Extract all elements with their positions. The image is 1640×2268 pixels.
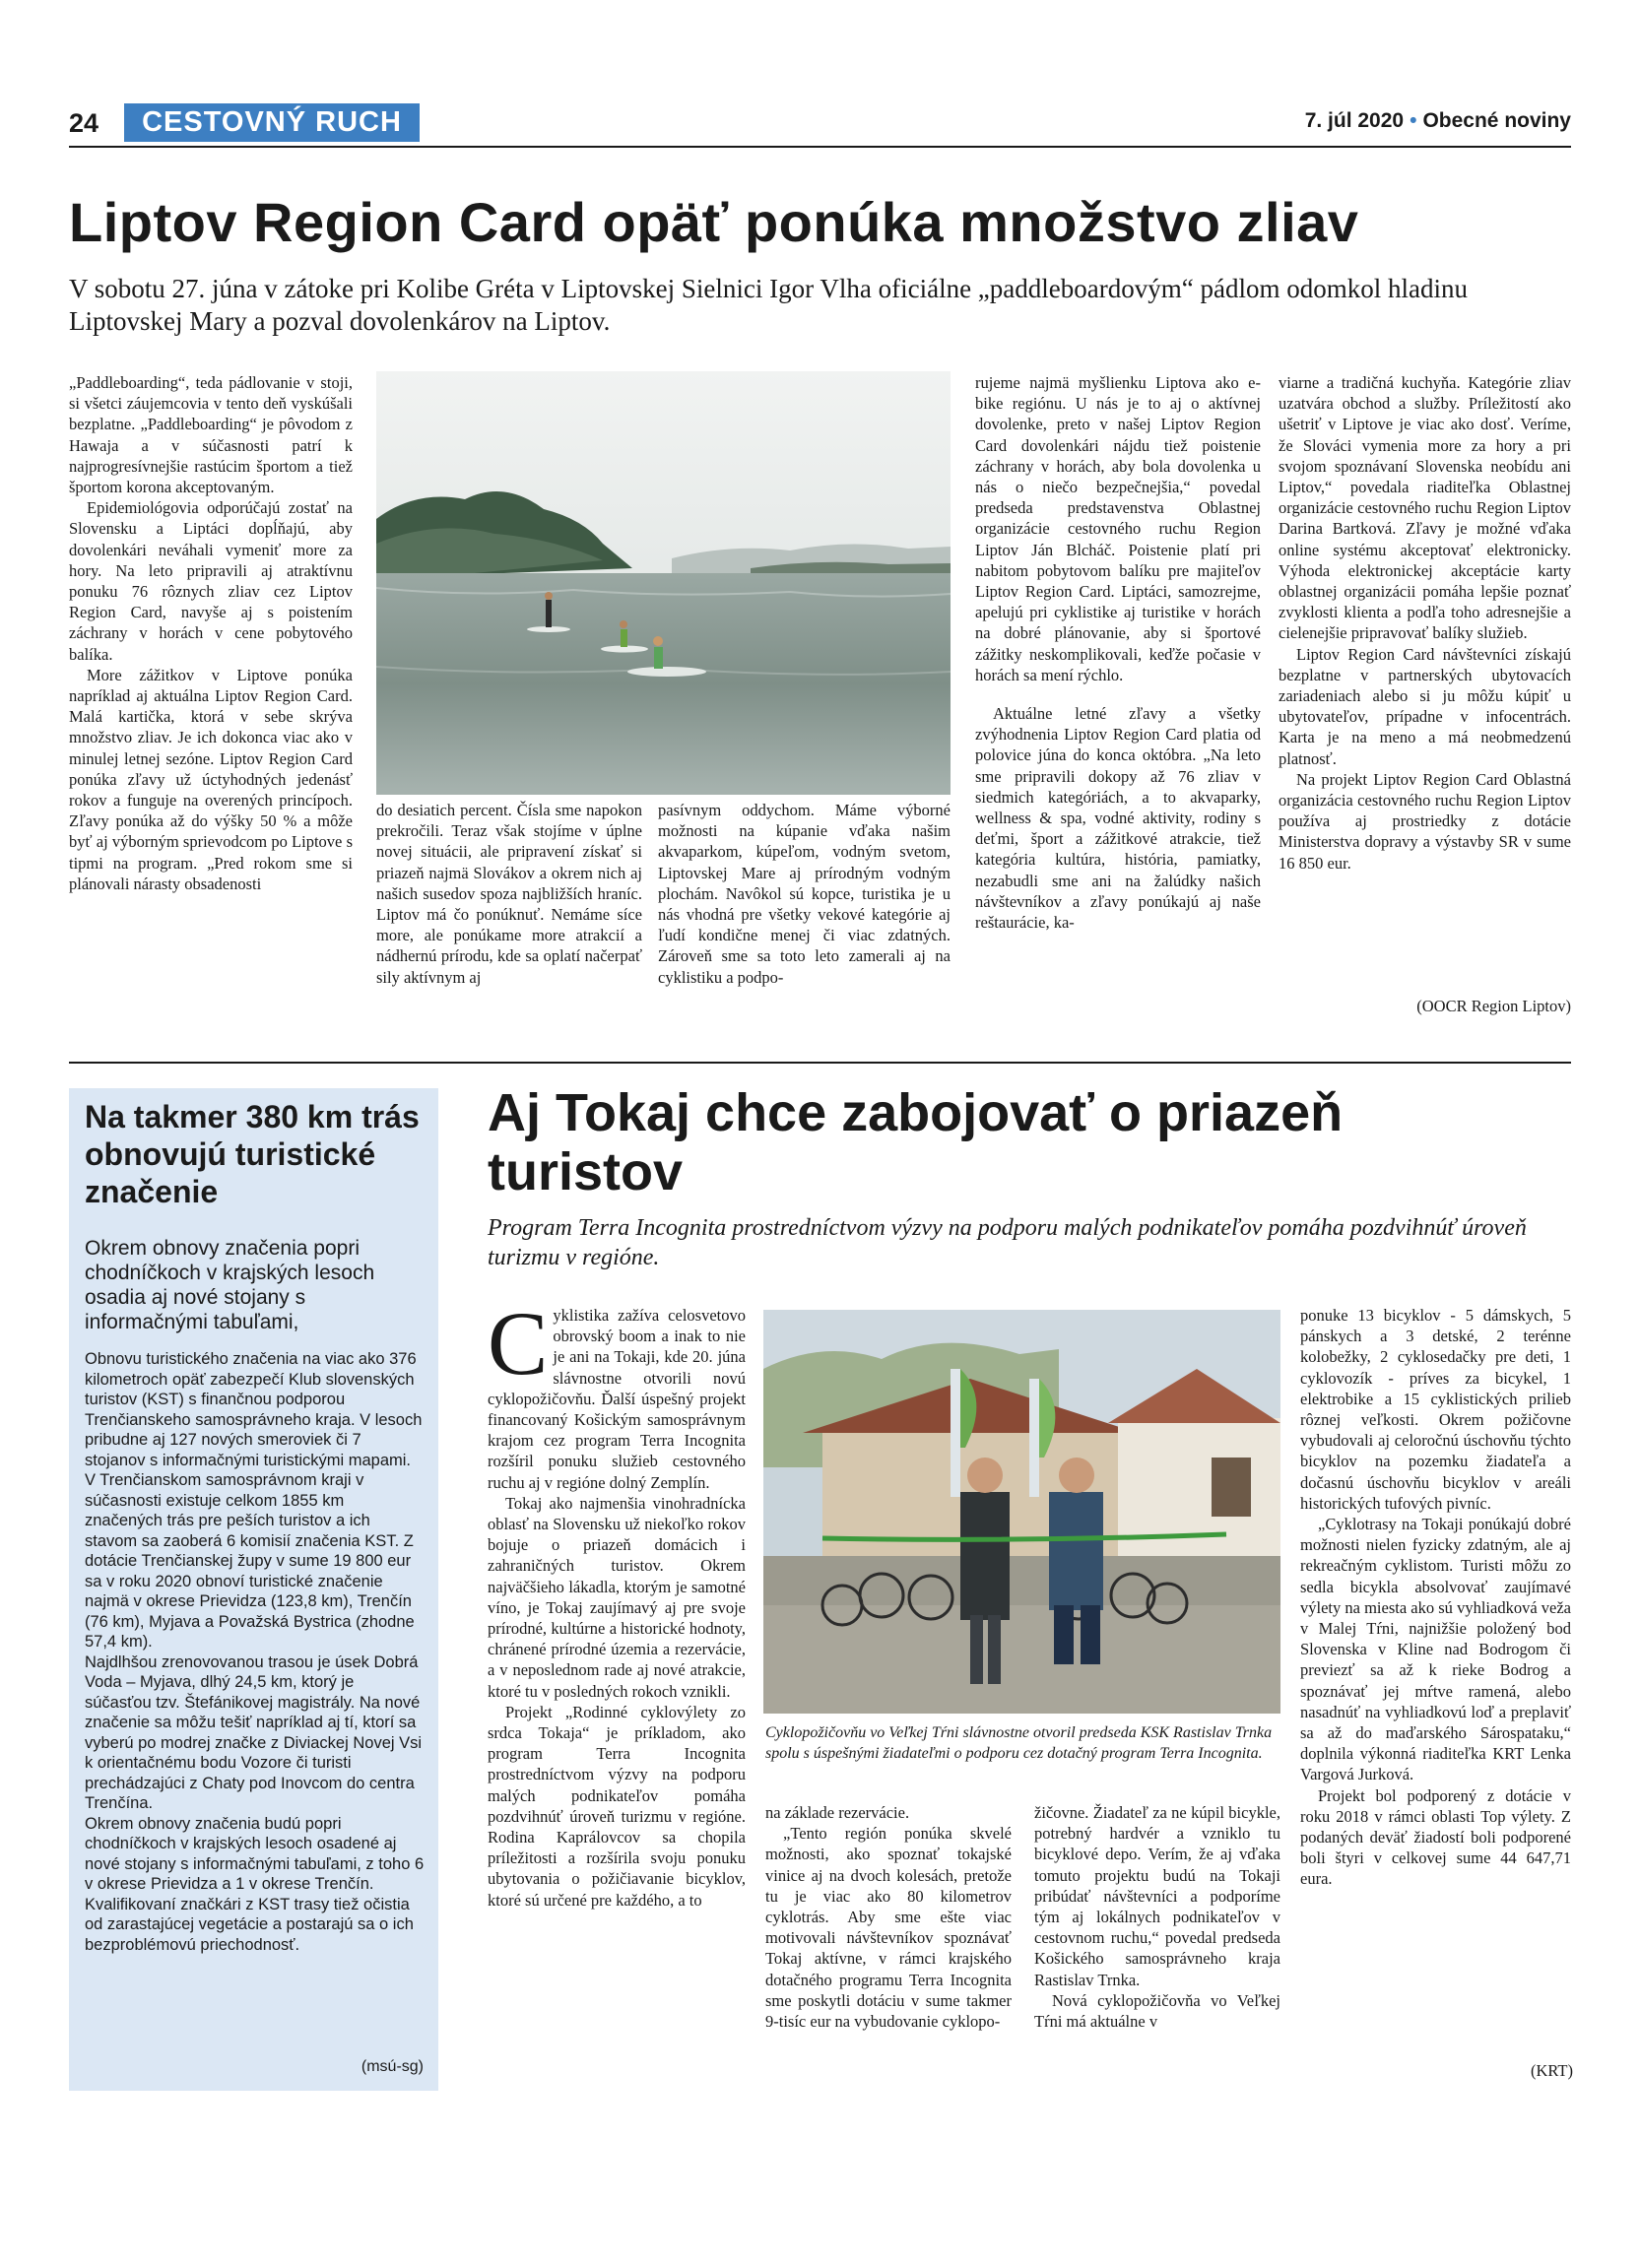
paragraph: Aktuálne letné zľavy a všetky zvýhodnenia Liptov Region Card platia od polovice júna do konca októbra. „Na leto sme pripravili dokopy až 76 zliav v siedmich kategóriách, a to akvaparky, wellness & spa, vodné aktivity, rodiny s deťmi, šport a zážitkové atrakcie, tiež kategória kultúra, história, pamiatky, nezabudli sme ani na žalúdky našich návštevníkov a zľavy ponúkajú aj naše reštaurácie, ka- (975, 704, 1261, 933)
paragraph: Epidemiológovia odporúčajú zostať na Slovensku a Liptáci dopĺňajú, aby dovolenkári neváhali vymeniť more za hory. Na leto pripravili aj atraktívnu ponuku 76 rôznych zliav cez Liptov Region Card, navyše aj s poistením záchrany v horách v cene pobytového balíka. (69, 498, 353, 664)
paragraph: žičovne. Žiadateľ za ne kúpil bicykle, potrebný hardvér a vzniklo tu bicyklové depo. Verím, že aj vďaka tomuto projektu budú na Tokaji pribúdať návštevníci a podporíme tým aj lokálnych podnikateľov v cestovnom ruchu,“ povedal predseda Košického samosprávneho kraja Rastislav Trnka. (1034, 1803, 1280, 1989)
paragraph: More zážitkov v Liptove ponúka napríklad aj aktuálna Liptov Region Card. Malá kartička, ktorá v sebe skrýva množstvo zliav. Je ich dokonca viac ako v minulej letnej sezóne. Liptov Region Card ponúka zľavy už úctyhodných jedenásť rokov a funguje na overených princípoch. Zľavy ponúka až do výšky 50 % a môže byť aj výborným sprievodcom po Liptove s tipmi na program. „Pred rokom sme si plánovali nárasty obsadenosti (69, 665, 353, 893)
article-2-headline: Aj Tokaj chce zabojovať o priazeň turistov (488, 1083, 1344, 1201)
paragraph: Okrem obnovy značenia budú popri chodníčkoch v krajských lesoch osadené aj nové stojany s informačnými tabuľami, z toho 6 v okrese Prievidza a 1 v okrese Trenčín. Kvalifikovaní značkári z KST trasy tiež očistia od zarastajúcej vegetácie a postarajú sa o ich bezproblémovú priechodnosť. (85, 1814, 425, 1954)
lake-illustration (376, 371, 951, 795)
paragraph: „Cyklotrasy na Tokaji ponúkajú dobré možnosti nielen fyzicky zdatným, ale aj rekreačným cyklistom. Turisti môžu zo sedla bicykla absolvovať zaujímavé výlety na miesta ako sú vyhliadková veža v Malej Tŕni, najnižšie položený bod Slovenska v Kline nad Bodrogom či previezť sa až k rieke Bodrog a spoznávať jej mŕtve ramená, alebo nasadnúť na vyhliadkovú loď a preplaviť sa až do maďarského Sárospataku,“ doplnila výkonná riaditeľka KRT Lenka Vargová Jurková. (1300, 1515, 1571, 1784)
article-2-column-3 (1034, 1802, 1280, 2032)
article-1-column-3 (658, 800, 951, 988)
page-number: 24 (69, 108, 99, 138)
paragraph: na základe rezervácie. (765, 1803, 910, 1822)
photo-caption: Cyklopožičovňu vo Veľkej Tŕni slávnostne otvoril predseda KSK Rastislav Trnka spolu s úspešnými žiadateľmi o podporu cez dotačný program Terra Incognita. (765, 1724, 1273, 1762)
article-1-column-5 (1279, 372, 1571, 874)
paragraph: „Paddleboarding“, teda pádlovanie v stoji, si všetci záujemcovia v tento deň vyskúšali bezplatne. „Paddleboarding“ je pôvodom z Hawaja a v súčasnosti patrí k najprogresívnejšie rastúcim športom a tiež športom korona akceptovaným. (69, 373, 353, 497)
bullet-separator: • (1410, 109, 1417, 132)
sidebar-lead: Okrem obnovy značenia popri chodníčkoch v krajských lesoch osadia aj nové stojany s informačnými tabuľami, (85, 1237, 375, 1333)
paragraph: V Trenčianskom samosprávnom kraji v súčasnosti existuje celkom 1855 km značených trás pre peších turistov a ich stavom sa zaoberá 6 komisií značenia KST. Z dotácie Trenčianskej župy v sume 19 800 eur sa v roku 2020 obnoví turistické značenie najmä v okrese Prievidza (123,8 km), Trenčín (76 km), Myjava a Považská Bystrica (zhodne 57,4 km). (85, 1471, 415, 1651)
article-2-column-1 (488, 1293, 746, 1911)
paddleboard-lake-photo (376, 371, 951, 795)
publication-name: Obecné noviny (1422, 109, 1571, 132)
paragraph: Projekt „Rodinné cyklovýlety zo srdca Tokaja“ je príkladom, ako program Terra Incognita prostredníctvom výzvy na podporu malých podnikateľov pomáha pozdvihnúť úroveň turizmu v regióne. Rodina Kaprálovcov sa chopila príležitosti a rozšírila svoju ponuku ubytovania o požičiavanie bicyklov, ktoré sú určené pre každého, a to (488, 1702, 746, 1910)
issue-info (1305, 109, 1571, 133)
article-1-headline: Liptov Region Card opäť ponúka množstvo zliav (69, 191, 1359, 253)
paragraph: Projekt bol podporený z dotácie v roku 2018 v rámci oblasti Top výlety. Z podaných deväť žiadostí boli podporené boli štyri v celkovej sume 44 647,71 eura. (1300, 1785, 1571, 1889)
article-2-credit: (KRT) (1531, 2061, 1573, 2080)
article-2-lead: Program Terra Incognita prostredníctvom výzvy na podporu malých podnikateľov pomáha pozdvihnúť úroveň turizmu v regióne. (488, 1215, 1527, 1270)
article-1-lead: V sobotu 27. júna v zátoke pri Kolibe Gréta v Liptovskej Sielnici Igor Vlha oficiálne „paddleboardovým“ pádlom odomkol hladinu Liptovskej Mary a pozval dovolenkárov na Liptov. (69, 274, 1468, 336)
paragraph: do desiatich percent. Čísla sme napokon prekročili. Teraz však stojíme v úplne novej situácii, ale pripravení získať si priazeň najmä Slovákov a okrem nich aj našich susedov spoza najbližších hraníc. Liptov má čo ponúknuť. Nemáme síce more, ale ponúkame more atrakcií a nádhernú prírodu, kde sa oplatí načerpať sily aktívnym aj (376, 801, 642, 987)
bike-rental-opening-photo (763, 1310, 1280, 1714)
article-2-column-4 (1300, 1305, 1571, 1890)
paragraph: Na projekt Liptov Region Card Oblastná organizácia cestovného ruchu Region Liptov používa aj prostriedky z dotácie Ministerstva dopravy a výstavby SR v sume 16 850 eur. (1279, 769, 1571, 873)
issue-date: 7. júl 2020 (1304, 109, 1405, 132)
sidebar-title: Na takmer 380 km trás obnovujú turistické značenie (85, 1099, 420, 1209)
article-1-column-4 (975, 372, 1261, 933)
paragraph: ponuke 13 bicyklov - 5 dámskych, 5 pánskych a 3 detské, 2 terénne kolobežky, 2 cyklosedačky pre deti, 1 cyklovozík - príves za bicykel, 1 elektrobike a 15 cyklistických prilieb rôznej veľkosti. Okrem požičovne vybudovali aj celoročnú úschovňu týchto bicyklov na pozemku žiadateľa a dočasnú úschovňu bicyklov v areáli historických tufových pivníc. (1300, 1306, 1571, 1513)
article-1-column-1 (69, 372, 353, 894)
paragraph: rujeme najmä myšlienku Liptova ako e-bike regiónu. U nás je to aj o aktívnej dovolenke, preto v našej Liptov Region Card dovolenkári nájdu tiež poistenie záchrany v horách, aby bola dovolenka u nás o niečo bezpečnejšia,“ povedal predseda predstavenstva Oblastnej organizácie cestovného ruchu Region Liptov Ján Blcháč. Poistenie platí pri nabitom pobytovom balíku pre majiteľov Liptov Region Card. Liptáci, samozrejme, apelujú pri cyklistike aj turistike v horách na dobré plánovanie, aby si športové zážitky neskomplikovali, keďže počasie v horách sa mení rýchlo. (975, 373, 1261, 684)
paragraph: Najdlhšou zrenovovanou trasou je úsek Dobrá Voda – Myjava, dlhý 24,5 km, ktorý je súčasťou tzv. Štefánikovej magistrály. Na nové značenie sa môžu tešiť napríklad aj tí, ktorí sa vyberú po modrej značke z Diviackej Novej Vsi k orientačnému bodu Vozore či turisti prechádzajúci z Chaty pod Inovcom do centra Trenčína. (85, 1652, 423, 1812)
paragraph: pasívnym oddychom. Máme výborné možnosti na kúpanie vďaka našim akvaparkom, kúpeľom, vodným svetom, Liptovskej Mare aj prírodným vodným plochám. Navôkol sú kopce, turistika je u nás vhodná pre všetky vekové kategórie aj ľudí kondične menej či viac zdatných. Zároveň sme sa toto leto zamerali aj na cyklistiku a podpo- (658, 801, 951, 987)
paragraph: Tokaj ako najmenšia vinohradnícka oblasť na Slovensku už niekoľko rokov bojuje o priazeň domácich i zahraničných turistov. Okrem najväčšieho lákadla, ktorým je samotné víno, je Tokaj zaujímavý aj pre svoje prírodné, kultúrne a historické hodnoty, chránené prírodné územia a rezervácie, a v neposlednom rade aj nové atrakcie, ktoré tu v posledných rokoch vznikli. (488, 1493, 746, 1701)
article-2-column-2 (765, 1802, 1012, 2032)
paragraph: viarne a tradičná kuchyňa. Kategórie zliav uzatvára obchod a služby. Príležitostí ako ušetriť v Liptove je viac ako dosť. Veríme, že Slováci vymenia more za hory a pri svojom spoznávaní Slovenska neobídu ani Liptov,“ povedala riaditeľka Oblastnej organizácie cestovného ruchu Region Liptov Darina Bartková. Zľavy je možné vďaka online systému akceptovať elektronicky. Výhoda elektronickej akceptácie karty oblastnej organizácii pomáha lepšie poznať zvyklosti klienta a podľa toho adresnejšie a cielenejšie pripravovať balíky služieb. (1279, 373, 1571, 643)
paragraph: Cyklistika zažíva celosvetovo obrovský boom a inak to nie je ani na Tokaji, kde 20. júna slávnostne otvorili novú cyklopožičovňu. Ďalší úspešný projekt financovaný Košickým samosprávnym krajom cez program Terra Incognita rozšíril ponuku služieb cestovného ruchu aj v regióne dolný Zemplín. (488, 1293, 746, 1492)
paragraph: „Tento región ponúka skvelé možnosti, ako spoznať tokajské vinice aj na dvoch kolesách, pretože tu je viac ako 80 kilometrov cyklotrás. Aby sme ešte viac motivovali návštevníkov spoznávať Tokaj aktívne, v rámci krajského dotačného programu Terra Incognita sme poskytli dotáciu v sume takmer 9-tisíc eur na vybudovanie cyklopo- (765, 1824, 1012, 2032)
section-divider (69, 1062, 1571, 1064)
paragraph: Liptov Region Card návštevníci získajú bezplatne v partnerských ubytovacích zariadeniach alebo si ju môžu kúpiť u ubytovateľov, prípadne v infocentrách. Karta je na meno a má neobmedzenú platnosť. (1279, 644, 1571, 768)
sidebar-body (85, 1349, 425, 1955)
article-1-credit: (OOCR Region Liptov) (1416, 997, 1571, 1015)
opening-illustration (763, 1310, 1280, 1714)
paragraph: Nová cyklopožičovňa vo Veľkej Tŕni má aktuálne v (1034, 1990, 1280, 2032)
header-rule (69, 146, 1571, 148)
sidebar-credit: (msú-sg) (361, 2058, 424, 2075)
article-1-column-2 (376, 800, 642, 988)
section-label: CESTOVNÝ RUCH (124, 103, 420, 142)
paragraph: Obnovu turistického značenia na viac ako 376 kilometroch opäť zabezpečí Klub slovenských turistov (KST) s finančnou podporou Trenčianskeho samosprávneho kraja. V lesoch pribudne aj 127 nových smeroviek či 7 stojanov s informačnými turistickými mapami. (85, 1350, 423, 1469)
